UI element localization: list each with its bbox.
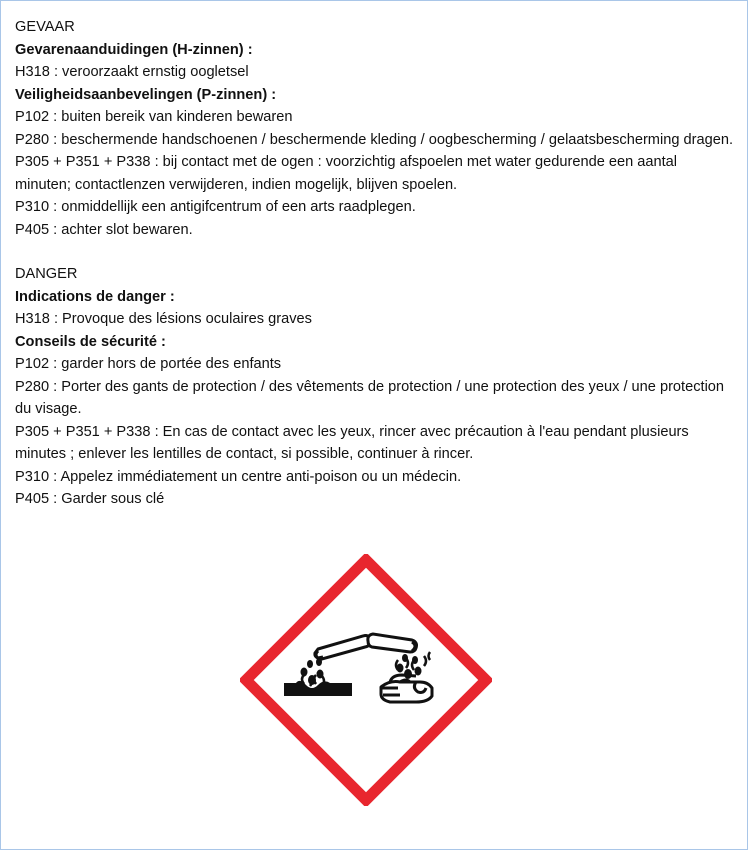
hazard-statement-h318-fr: H318 : Provoque des lésions oculaires graves bbox=[15, 311, 312, 327]
precaution-p405-fr: P405 : Garder sous clé bbox=[15, 491, 165, 507]
precaution-p102-fr: P102 : garder hors de portée des enfants bbox=[15, 356, 282, 372]
section-spacer bbox=[15, 241, 735, 263]
french-section bbox=[15, 263, 735, 511]
precaution-p102-nl: P102 : buiten bereik van kinderen bewaren bbox=[15, 109, 293, 125]
dutch-section bbox=[15, 16, 735, 241]
precaution-p305-nl: P305 + P351 + P338 : bij contact met de ogen : voorzichtig afspoelen met water gedurende een aantal minuten; contactlenzen verwijderen, indien mogelijk, blijven spoelen. bbox=[15, 154, 678, 193]
precaution-p305-fr: P305 + P351 + P338 : En cas de contact avec les yeux, rincer avec précaution à l'eau pendant plusieurs minutes ; enlever les lentilles de contact, si possible, continuer à rincer. bbox=[15, 423, 689, 462]
signal-word-fr: DANGER bbox=[15, 266, 78, 282]
precaution-heading-fr: Conseils de sécurité : bbox=[15, 333, 166, 350]
ghs05-corrosive-icon bbox=[240, 554, 492, 806]
precaution-p280-fr: P280 : Porter des gants de protection / des vêtements de protection / une protection des yeux / une protection du visage. bbox=[15, 378, 725, 417]
signal-word-nl: GEVAAR bbox=[15, 19, 75, 35]
precaution-heading-nl: Veiligheidsaanbevelingen (P-zinnen) : bbox=[15, 86, 277, 103]
precaution-p280-nl: P280 : beschermende handschoenen / beschermende kleding / oogbescherming / gelaatsbescherming dragen. bbox=[15, 131, 733, 148]
hazard-diamond-border bbox=[246, 560, 486, 800]
precaution-p405-nl: P405 : achter slot bewaren. bbox=[15, 221, 193, 238]
hazard-heading-nl: Gevarenaanduidingen (H-zinnen) : bbox=[15, 41, 253, 58]
precaution-p310-nl: P310 : onmiddellijk een antigifcentrum of een arts raadplegen. bbox=[15, 199, 416, 215]
precaution-p310-fr: P310 : Appelez immédiatement un centre anti-poison ou un médecin. bbox=[15, 468, 462, 485]
hazard-statement-h318-nl: H318 : veroorzaakt ernstig oogletsel bbox=[15, 64, 249, 80]
safety-label-text bbox=[15, 16, 735, 511]
hazard-heading-fr: Indications de danger : bbox=[15, 288, 175, 305]
